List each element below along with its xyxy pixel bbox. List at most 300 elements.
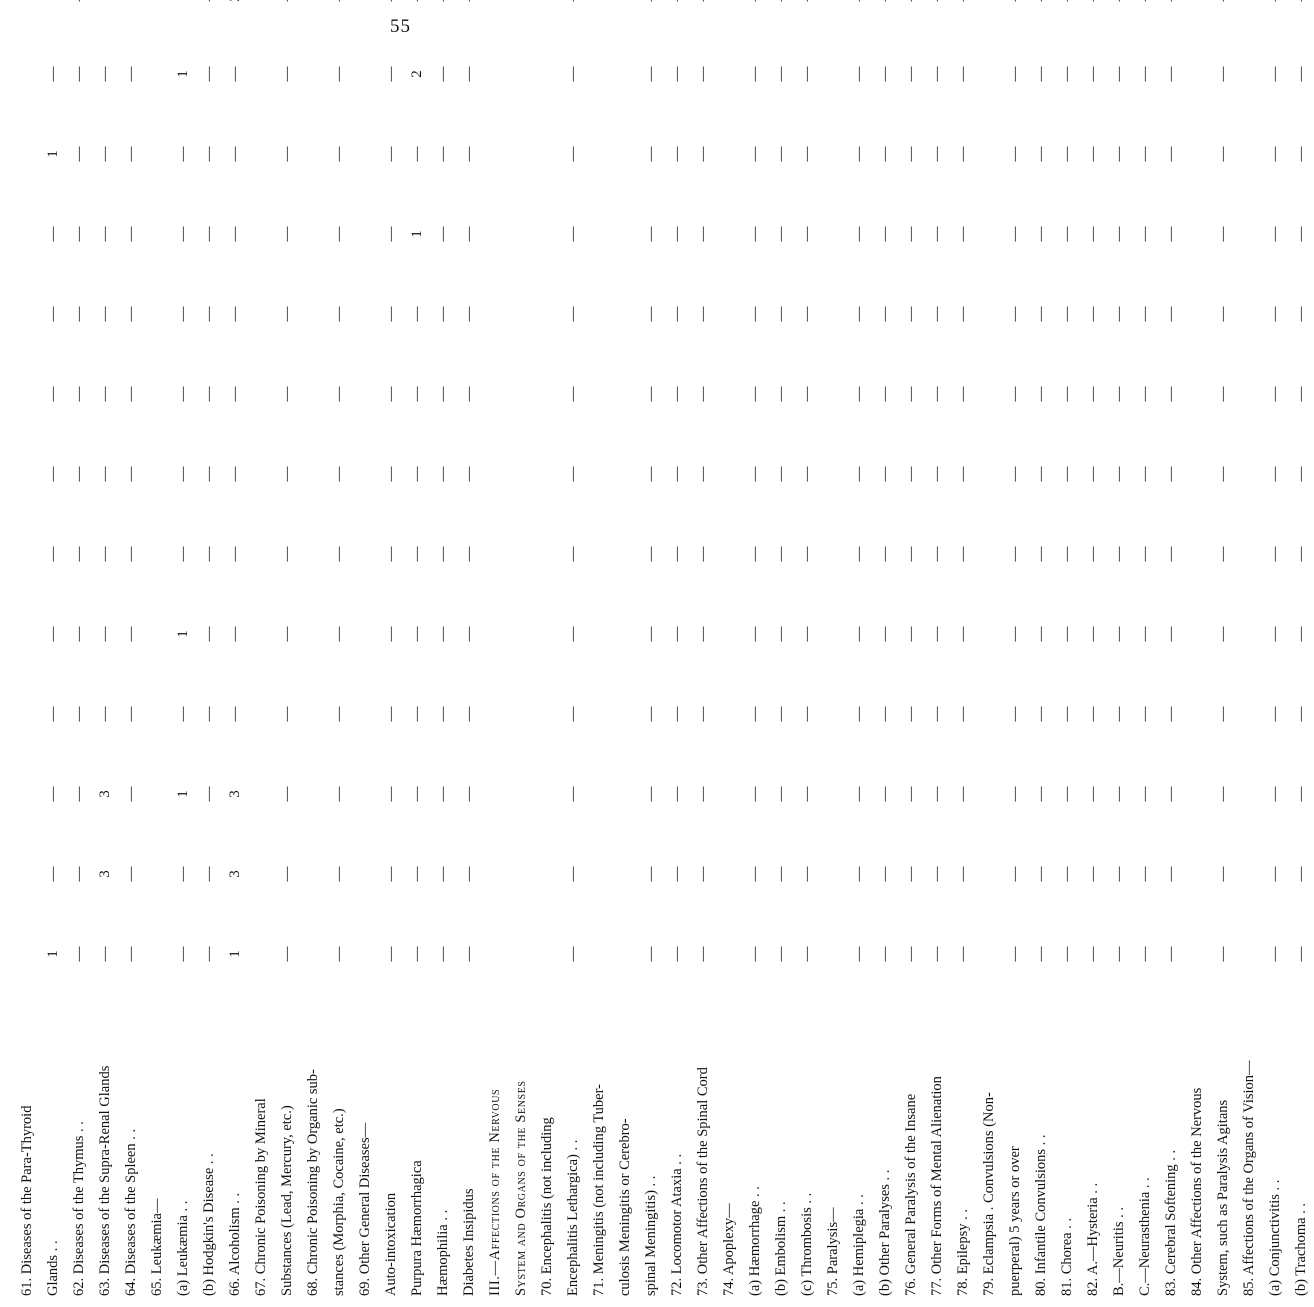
table-cell: — — [1058, 226, 1075, 242]
table-cell: — — [1058, 386, 1075, 402]
table-cell: — — [1214, 626, 1231, 642]
table-cell — [300, 674, 326, 754]
table-cell: — — [1032, 466, 1049, 482]
table-cell: — — [434, 386, 451, 402]
table-cell: — — [44, 866, 61, 882]
table-cell — [820, 0, 846, 34]
table-row — [1054, 0, 1080, 1300]
table-cell: — — [1032, 786, 1049, 802]
table-cell: — — [1136, 466, 1153, 482]
table-cell — [1262, 0, 1288, 34]
table-cell: — — [928, 546, 945, 562]
table-cell: — — [564, 386, 581, 402]
table-cell — [1236, 0, 1262, 34]
table-cell — [716, 594, 742, 674]
table-cell — [664, 0, 690, 34]
table-cell: — — [876, 546, 893, 562]
table-cell — [612, 754, 638, 834]
table-cell — [534, 194, 560, 274]
table-cell: 3 — [226, 870, 243, 878]
table-cell: — — [278, 626, 295, 642]
table-cell: — — [694, 146, 711, 162]
table-cell: — — [70, 866, 87, 882]
table-cell — [716, 114, 742, 194]
table-cell: — — [1110, 786, 1127, 802]
table-row — [300, 0, 326, 1300]
table-cell — [1236, 594, 1262, 674]
table-cell: — — [668, 386, 685, 402]
table-cell: — — [928, 466, 945, 482]
table-cell: — — [1214, 306, 1231, 322]
table-cell — [1236, 274, 1262, 354]
table-cell: — — [668, 466, 685, 482]
table-cell — [534, 834, 560, 914]
table-cell: — — [1006, 946, 1023, 962]
table-cell — [586, 354, 612, 434]
table-cell: — — [1162, 706, 1179, 722]
table-cell — [430, 0, 456, 34]
table-cell: — — [1058, 866, 1075, 882]
table-cell: — — [928, 786, 945, 802]
table-cell: — — [122, 226, 139, 242]
table-cell — [1054, 0, 1080, 34]
table-cell: — — [382, 146, 399, 162]
table-row — [1236, 0, 1262, 1300]
table-cell: — — [1006, 786, 1023, 802]
table-cell: — — [70, 946, 87, 962]
table-cell — [482, 194, 508, 274]
table-cell — [482, 274, 508, 354]
table-cell: — — [642, 466, 659, 482]
table-cell: — — [1214, 706, 1231, 722]
table-cell: — — [1006, 546, 1023, 562]
table-cell: — — [278, 786, 295, 802]
table-cell: — — [96, 466, 113, 482]
table-cell — [378, 0, 404, 34]
table-cell: — — [798, 546, 815, 562]
table-cell: — — [1032, 546, 1049, 562]
table-row — [534, 0, 560, 1300]
table-cell: 1 — [44, 950, 61, 958]
table-cell — [482, 674, 508, 754]
table-cell: — — [44, 226, 61, 242]
table-cell: — — [382, 786, 399, 802]
table-cell: — — [694, 546, 711, 562]
table-row — [872, 0, 898, 1300]
table-cell: — — [876, 466, 893, 482]
table-cell — [482, 34, 508, 114]
table-cell: — — [200, 306, 217, 322]
table-row — [586, 0, 612, 1300]
table-cell: — — [798, 386, 815, 402]
table-cell — [768, 0, 794, 34]
table-cell: — — [954, 626, 971, 642]
table-cell: — — [226, 66, 243, 82]
table-cell: — — [798, 306, 815, 322]
table-cell: — — [1084, 146, 1101, 162]
table-cell — [820, 194, 846, 274]
table-cell: — — [694, 786, 711, 802]
table-cell — [352, 114, 378, 194]
table-cell — [144, 914, 170, 994]
table-cell: — — [434, 66, 451, 82]
table-cell — [612, 114, 638, 194]
table-cell — [352, 34, 378, 114]
table-cell: — — [1084, 226, 1101, 242]
table-cell: — — [694, 466, 711, 482]
table-cell: — — [1214, 226, 1231, 242]
table-cell: — — [278, 946, 295, 962]
table-row — [742, 0, 768, 1300]
table-cell: — — [408, 146, 425, 162]
table-cell — [300, 354, 326, 434]
table-cell: — — [902, 946, 919, 962]
table-row — [716, 0, 742, 1300]
table-cell — [534, 34, 560, 114]
table-cell — [300, 834, 326, 914]
table-cell — [14, 354, 40, 434]
table-cell: — — [902, 306, 919, 322]
table-row — [66, 0, 92, 1300]
table-cell — [976, 354, 1002, 434]
table-cell — [482, 114, 508, 194]
table-cell: — — [382, 866, 399, 882]
table-cell: — — [330, 146, 347, 162]
table-cell — [456, 0, 482, 34]
table-cell: — — [1006, 706, 1023, 722]
table-cell: — — [1058, 306, 1075, 322]
row-label: 80. Infantile Convulsions . . — [1032, 1134, 1049, 1296]
table-cell — [144, 194, 170, 274]
table-cell: — — [278, 546, 295, 562]
table-cell: — — [434, 946, 451, 962]
table-cell: — — [122, 866, 139, 882]
table-cell: — — [772, 146, 789, 162]
table-cell: — — [1214, 946, 1231, 962]
table-cell: — — [70, 226, 87, 242]
table-cell: — — [434, 546, 451, 562]
statistics-table — [14, 0, 1314, 1300]
table-cell: — — [226, 146, 243, 162]
table-cell — [1184, 194, 1210, 274]
table-cell: — — [174, 306, 191, 322]
table-cell: — — [1110, 306, 1127, 322]
table-row — [794, 0, 820, 1300]
table-cell: — — [122, 306, 139, 322]
table-cell: — — [850, 386, 867, 402]
table-cell — [586, 754, 612, 834]
table-cell: — — [434, 466, 451, 482]
table-cell — [638, 0, 664, 34]
table-cell: — — [772, 386, 789, 402]
row-label: (b) Embolism . . — [772, 1201, 789, 1296]
table-cell: 3 — [226, 790, 243, 798]
table-cell: — — [564, 466, 581, 482]
row-label: 84. Other Affections of the Nervous — [1188, 1087, 1205, 1296]
table-row — [820, 0, 846, 1300]
table-cell: — — [382, 706, 399, 722]
table-cell — [482, 594, 508, 674]
table-cell: — — [460, 226, 477, 242]
table-cell: — — [1266, 146, 1283, 162]
table-cell — [144, 354, 170, 434]
row-label: stances (Morphia, Cocaine, etc.) — [330, 1108, 347, 1296]
table-cell — [482, 754, 508, 834]
table-cell — [820, 514, 846, 594]
table-cell — [508, 34, 534, 114]
row-label: (a) Hemiplegia . . — [850, 1194, 867, 1296]
table-cell: — — [772, 226, 789, 242]
table-cell — [144, 834, 170, 914]
table-cell: — — [330, 786, 347, 802]
table-cell: — — [668, 546, 685, 562]
table-cell: — — [1136, 66, 1153, 82]
table-cell — [716, 674, 742, 754]
table-cell — [612, 0, 638, 34]
row-label: 69. Other General Diseases— — [356, 1122, 373, 1296]
table-cell: — — [330, 706, 347, 722]
table-cell: — — [850, 306, 867, 322]
table-cell — [508, 434, 534, 514]
table-cell: — — [772, 946, 789, 962]
table-cell: — — [1110, 946, 1127, 962]
table-cell — [1184, 914, 1210, 994]
table-cell: — — [954, 146, 971, 162]
row-label: puerperal) 5 years or over — [1006, 1146, 1023, 1296]
row-label: Purpura Hæmorrhagica — [408, 1160, 425, 1296]
table-cell: — — [1058, 146, 1075, 162]
row-label: Glands . . — [44, 1240, 61, 1296]
table-cell: — — [1084, 466, 1101, 482]
table-cell: 3 — [96, 790, 113, 798]
table-cell — [144, 34, 170, 114]
table-cell: — — [330, 66, 347, 82]
table-cell — [1184, 274, 1210, 354]
table-cell — [976, 674, 1002, 754]
table-cell: — — [174, 866, 191, 882]
table-cell — [66, 0, 92, 34]
table-cell — [248, 274, 274, 354]
table-cell — [612, 594, 638, 674]
table-row — [196, 0, 222, 1300]
table-cell: — — [1266, 66, 1283, 82]
table-cell — [352, 834, 378, 914]
table-cell: — — [1084, 946, 1101, 962]
table-cell — [612, 434, 638, 514]
table-cell: — — [70, 386, 87, 402]
table-cell: 1 — [44, 150, 61, 158]
table-cell: — — [122, 946, 139, 962]
table-cell: — — [226, 546, 243, 562]
table-cell: — — [460, 866, 477, 882]
table-cell: — — [1006, 626, 1023, 642]
table-cell — [534, 514, 560, 594]
table-cell: — — [668, 626, 685, 642]
row-label: 73. Other Affections of the Spinal Cord — [694, 1067, 711, 1296]
table-cell: — — [122, 786, 139, 802]
table-cell — [352, 0, 378, 34]
table-cell — [300, 194, 326, 274]
row-label: C.—Neurasthenia . . — [1136, 1177, 1153, 1296]
table-cell: — — [70, 306, 87, 322]
row-label: spinal Meningitis) . . — [642, 1175, 659, 1296]
table-cell: — — [1032, 626, 1049, 642]
table-cell — [300, 274, 326, 354]
table-cell — [976, 114, 1002, 194]
table-cell: 1 — [174, 790, 191, 798]
table-cell: — — [954, 866, 971, 882]
table-cell — [482, 914, 508, 994]
table-cell — [1184, 674, 1210, 754]
table-cell: — — [876, 706, 893, 722]
table-cell — [716, 354, 742, 434]
table-cell: — — [1162, 786, 1179, 802]
table-cell: — — [122, 626, 139, 642]
table-cell: — — [1110, 66, 1127, 82]
table-cell — [534, 914, 560, 994]
table-cell: — — [200, 866, 217, 882]
table-cell: — — [278, 466, 295, 482]
table-cell: — — [434, 786, 451, 802]
table-cell: — — [408, 866, 425, 882]
table-row — [14, 0, 40, 1300]
table-cell: — — [434, 226, 451, 242]
table-cell: — — [1006, 226, 1023, 242]
page-number: 55 — [390, 16, 411, 37]
table-cell: — — [954, 546, 971, 562]
table-cell: — — [1292, 226, 1309, 242]
table-row — [144, 0, 170, 1300]
table-cell: — — [850, 706, 867, 722]
table-cell — [716, 274, 742, 354]
table-cell: — — [1110, 706, 1127, 722]
table-cell: — — [850, 146, 867, 162]
table-cell — [586, 514, 612, 594]
table-cell: — — [330, 546, 347, 562]
table-cell: — — [44, 706, 61, 722]
table-cell: — — [1084, 866, 1101, 882]
table-cell — [716, 34, 742, 114]
table-cell — [820, 434, 846, 514]
table-cell: — — [564, 706, 581, 722]
table-cell: — — [564, 226, 581, 242]
table-cell — [196, 0, 222, 34]
table-cell: — — [1058, 626, 1075, 642]
table-cell: — — [96, 946, 113, 962]
table-cell — [14, 594, 40, 674]
table-cell: — — [902, 146, 919, 162]
table-row — [456, 0, 482, 1300]
table-cell: — — [200, 146, 217, 162]
table-cell: — — [434, 866, 451, 882]
table-cell — [586, 34, 612, 114]
table-cell — [534, 434, 560, 514]
table-cell: — — [382, 466, 399, 482]
row-label: 72. Locomotor Ataxia . . — [668, 1153, 685, 1296]
table-cell: — — [1032, 306, 1049, 322]
table-cell: — — [1266, 626, 1283, 642]
row-label: Hæmophilia . . — [434, 1209, 451, 1296]
table-cell — [612, 674, 638, 754]
table-cell — [612, 34, 638, 114]
table-cell: — — [408, 306, 425, 322]
table-cell: — — [1292, 706, 1309, 722]
table-cell — [1106, 0, 1132, 34]
table-cell — [352, 674, 378, 754]
table-cell: — — [746, 786, 763, 802]
table-cell — [144, 274, 170, 354]
table-cell: — — [642, 946, 659, 962]
table-cell: — — [1032, 386, 1049, 402]
table-row — [378, 0, 404, 1300]
table-cell: — — [694, 946, 711, 962]
row-label: 63. Diseases of the Supra-Renal Glands — [96, 1065, 113, 1296]
table-row — [1080, 0, 1106, 1300]
row-label: 66. Alcoholism . . — [226, 1192, 243, 1296]
table-cell — [586, 434, 612, 514]
table-cell: — — [928, 946, 945, 962]
table-cell — [534, 674, 560, 754]
table-cell — [482, 834, 508, 914]
table-row — [1158, 0, 1184, 1300]
table-cell — [716, 434, 742, 514]
table-cell — [898, 0, 924, 34]
table-cell: — — [1058, 706, 1075, 722]
table-row — [1002, 0, 1028, 1300]
table-cell: — — [1110, 386, 1127, 402]
table-cell — [144, 674, 170, 754]
table-cell — [1184, 114, 1210, 194]
table-cell: — — [1136, 946, 1153, 962]
table-cell: — — [1136, 626, 1153, 642]
row-label: 67. Chronic Poisoning by Mineral — [252, 1098, 269, 1296]
table-cell: — — [226, 386, 243, 402]
table-cell — [846, 0, 872, 34]
table-cell — [508, 354, 534, 434]
table-cell: — — [850, 946, 867, 962]
table-cell — [976, 194, 1002, 274]
table-cell: — — [694, 626, 711, 642]
table-cell: — — [278, 146, 295, 162]
table-cell — [820, 34, 846, 114]
table-cell — [950, 0, 976, 34]
table-cell: 2 — [408, 70, 425, 78]
table-cell — [352, 594, 378, 674]
table-cell: — — [954, 66, 971, 82]
table-cell: — — [1136, 386, 1153, 402]
table-cell — [820, 834, 846, 914]
table-cell — [976, 274, 1002, 354]
table-cell: — — [954, 386, 971, 402]
table-cell: — — [564, 946, 581, 962]
table-cell: — — [642, 146, 659, 162]
table-cell: — — [44, 546, 61, 562]
table-cell: — — [200, 946, 217, 962]
table-cell — [586, 114, 612, 194]
table-cell — [14, 514, 40, 594]
table-cell: — — [746, 226, 763, 242]
table-cell: — — [850, 546, 867, 562]
table-cell: — — [122, 386, 139, 402]
table-cell: — — [902, 546, 919, 562]
row-label: 70. Encephalitis (not including — [538, 1117, 555, 1296]
table-cell — [586, 274, 612, 354]
table-row — [924, 0, 950, 1300]
table-cell: — — [330, 226, 347, 242]
table-cell — [248, 34, 274, 114]
table-cell: — — [746, 946, 763, 962]
table-cell: — — [226, 626, 243, 642]
